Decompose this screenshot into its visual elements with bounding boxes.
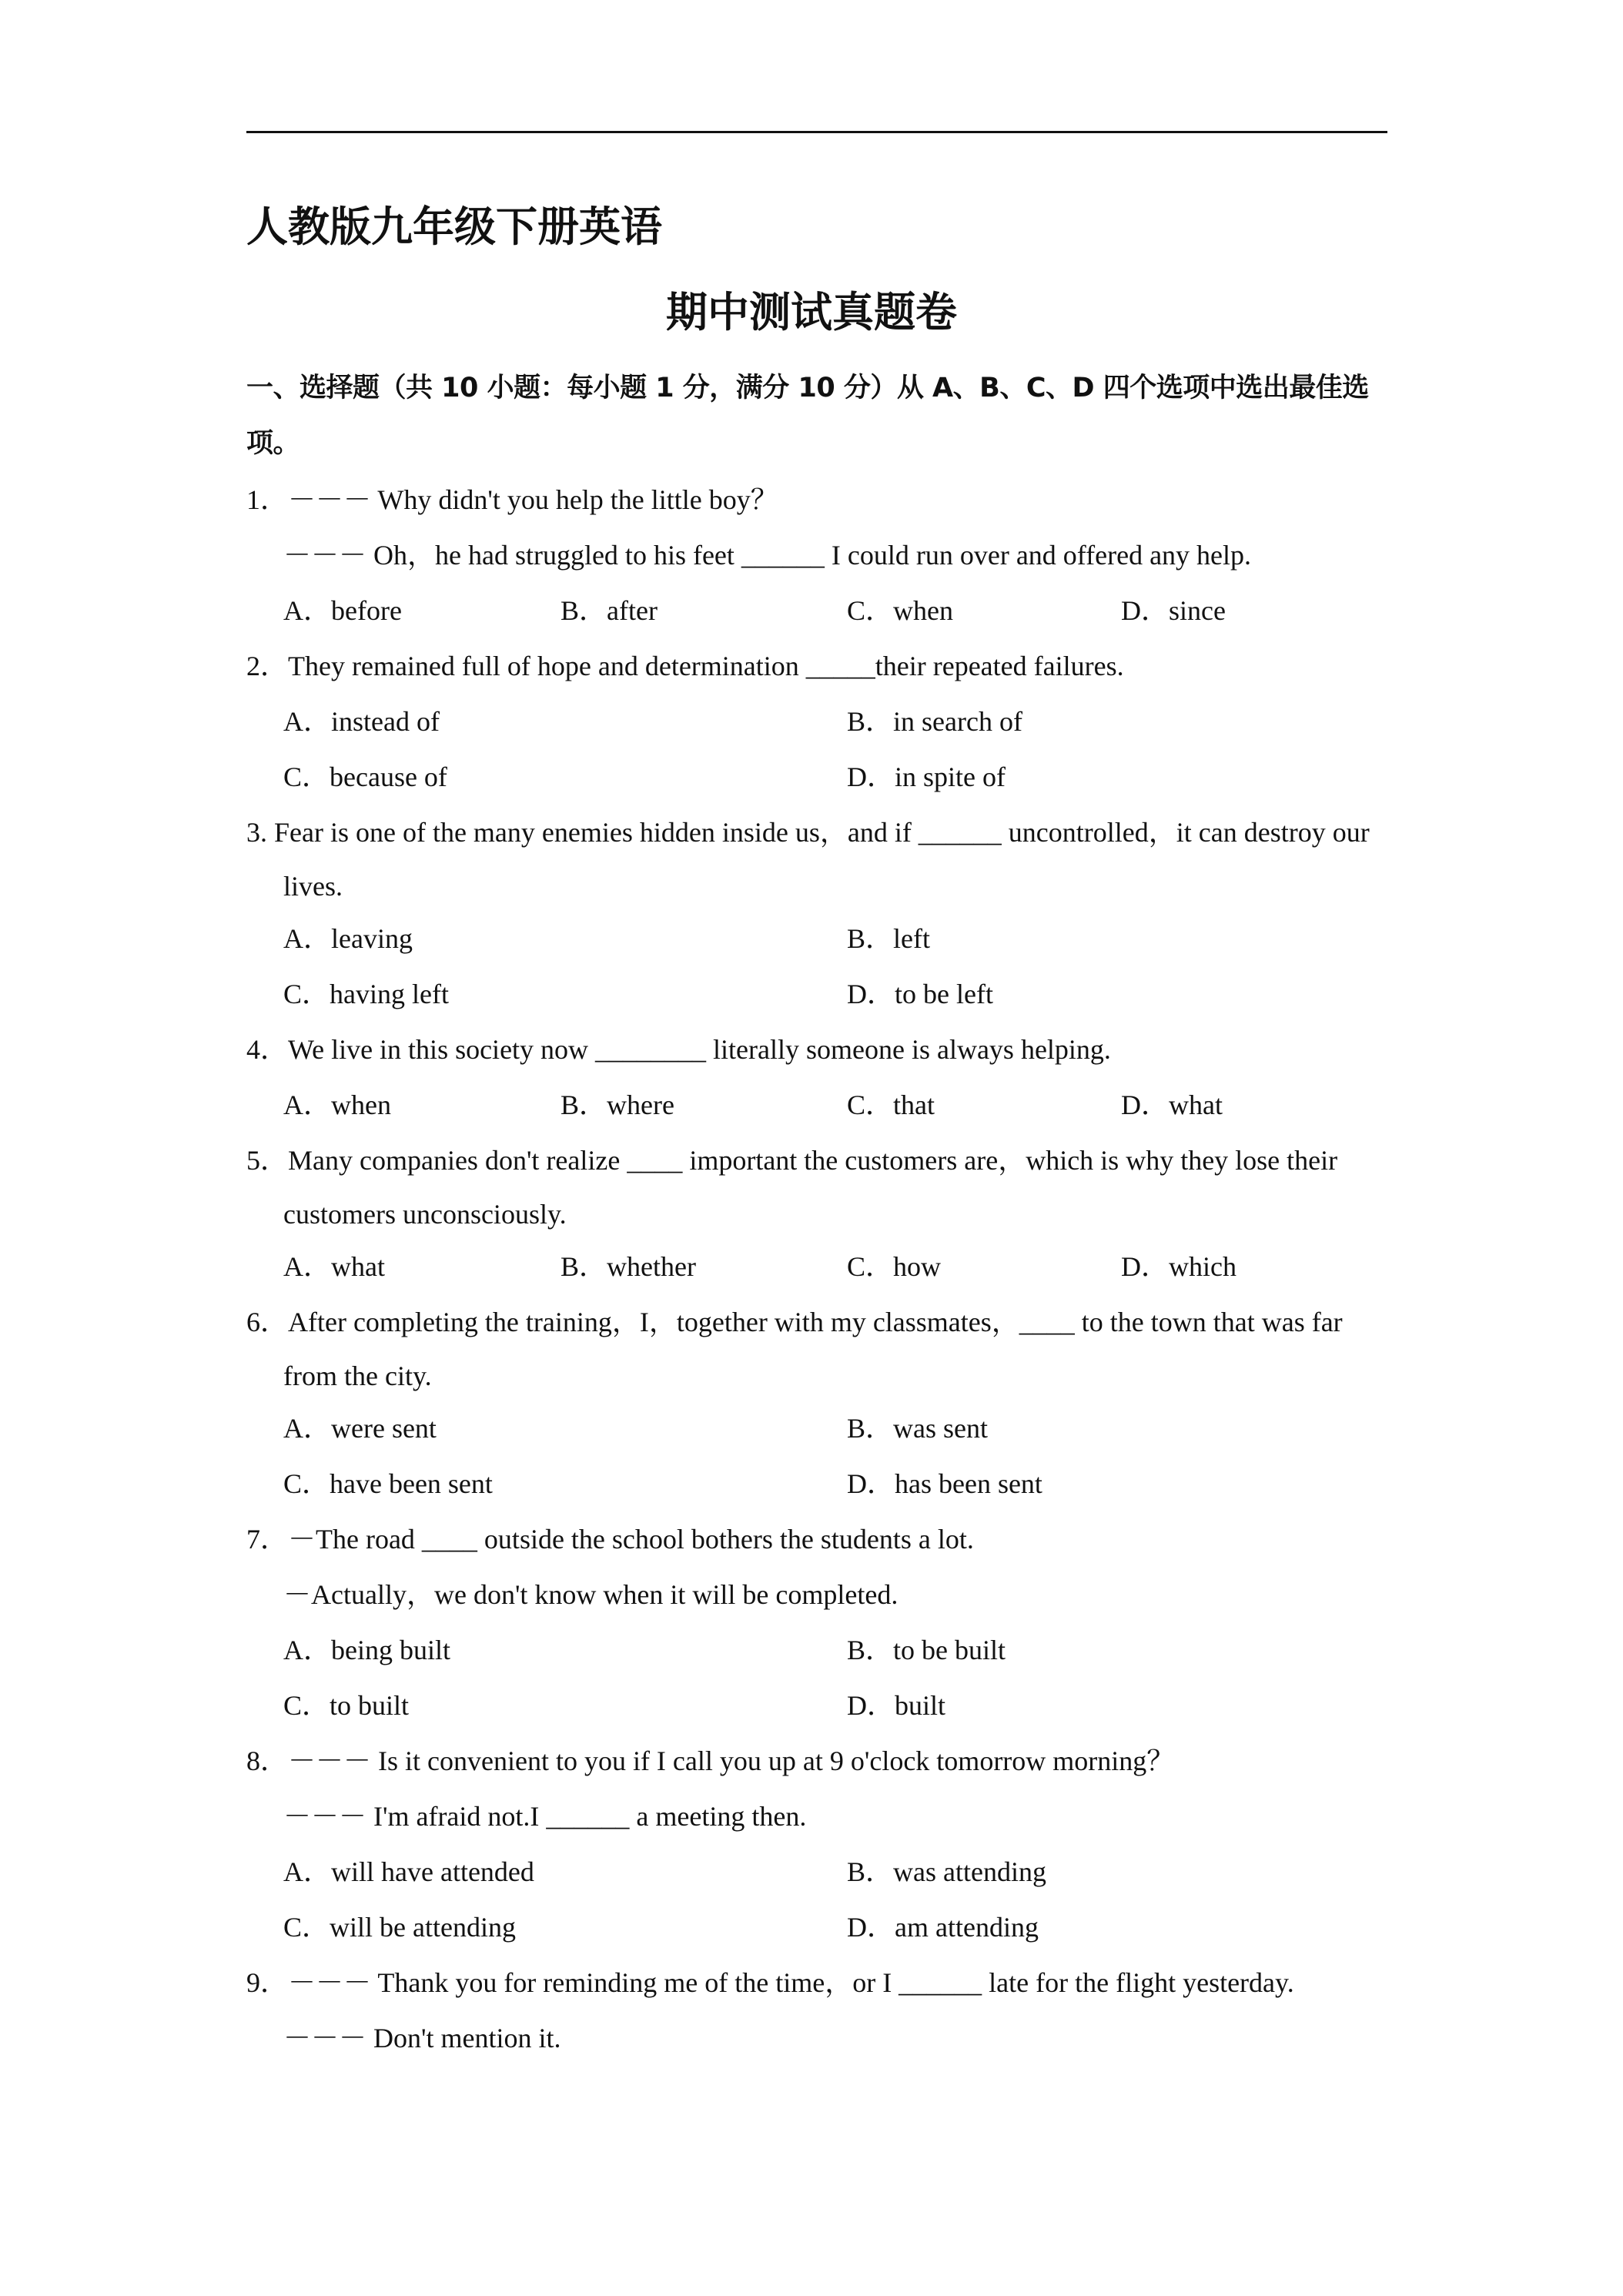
question-4-option-d: D．what [1121,1089,1223,1120]
question-3-option-d: D．to be left [847,979,993,1009]
question-3-option-c: C．having left [283,979,449,1009]
question-4-option-a: A．when [283,1089,391,1120]
question-2-option-d: D．in spite of [847,761,1006,792]
question-2-stem: 2．They remained full of hope and determination _____their repeated failures. [246,651,1124,681]
question-5-option-b: B．whether [561,1251,696,1282]
question-3-stem-continued: lives. [283,871,343,902]
question-1-reply: －－－ Oh，he had struggled to his feet ______ I could run over and offered any help. [283,540,1252,571]
question-6-stem: 6．After completing the training，I，together with my classmates，____ to the town that was far [246,1307,1343,1337]
question-3-option-a: A．leaving [283,923,413,954]
question-6-option-d: D．has been sent [847,1468,1042,1499]
question-8-stem: 8．－－－ Is it convenient to you if I call you up at 9 o'clock tomorrow morning？ [246,1745,1175,1776]
question-1-option-c: C．when [847,595,953,626]
question-6-stem-continued: from the city. [283,1361,432,1391]
question-7-stem: 7．－The road ____ outside the school bothers the students a lot. [246,1524,974,1555]
question-6-option-b: B．was sent [847,1413,988,1444]
question-5-stem: 5．Many companies don't realize ____ important the customers are，which is why they lose their [246,1145,1338,1176]
document-title: 人教版九年级下册英语 [246,202,662,251]
question-8-option-d: D．am attending [847,1912,1039,1943]
question-7-option-c: C．to built [283,1690,410,1721]
question-5-stem-continued: customers unconsciously. [283,1199,567,1230]
question-4-option-b: B．where [561,1089,674,1120]
question-4-stem: 4．We live in this society now ________ literally someone is always helping. [246,1034,1111,1065]
header-rule [246,131,1387,133]
question-7-option-b: B．to be built [847,1635,1006,1665]
question-9-reply: －－－ Don't mention it. [283,2023,561,2053]
question-5-option-c: C．how [847,1251,942,1282]
question-4-option-c: C．that [847,1089,935,1120]
question-7-option-d: D．built [847,1690,946,1721]
question-1-option-a: A．before [283,595,402,626]
question-6-option-c: C．have been sent [283,1468,493,1499]
question-5-option-d: D．which [1121,1251,1236,1282]
question-5-option-a: A．what [283,1251,385,1282]
question-2-option-b: B．in search of [847,706,1022,737]
question-2-option-c: C．because of [283,761,447,792]
question-3-option-b: B．left [847,923,930,954]
question-8-option-b: B．was attending [847,1856,1046,1887]
question-8-option-c: C．will be attending [283,1912,516,1943]
section-heading: 一、选择题（共 10 小题：每小题 1 分，满分 10 分）从 A、B、C、D 四个选项中选出最佳选项。 [246,373,1369,459]
question-1-option-b: B．after [561,595,658,626]
question-3-stem: 3. Fear is one of the many enemies hidden inside us，and if ______ uncontrolled，it can destroy our [246,817,1370,848]
question-1-stem: 1．－－－ Why didn't you help the little boy？ [246,484,778,515]
document-subtitle: 期中测试真题卷 [666,288,957,336]
question-6-option-a: A．were sent [283,1413,437,1444]
question-8-reply: －－－ I'm afraid not.I ______ a meeting then. [283,1801,807,1832]
question-7-reply: －Actually，we don't know when it will be completed. [283,1579,899,1610]
question-2-option-a: A．instead of [283,706,440,737]
question-9-stem: 9．－－－ Thank you for reminding me of the time，or I ______ late for the flight yesterday. [246,1967,1294,1998]
question-1-option-d: D．since [1121,595,1226,626]
question-7-option-a: A．being built [283,1635,450,1665]
question-8-option-a: A．will have attended [283,1856,534,1887]
